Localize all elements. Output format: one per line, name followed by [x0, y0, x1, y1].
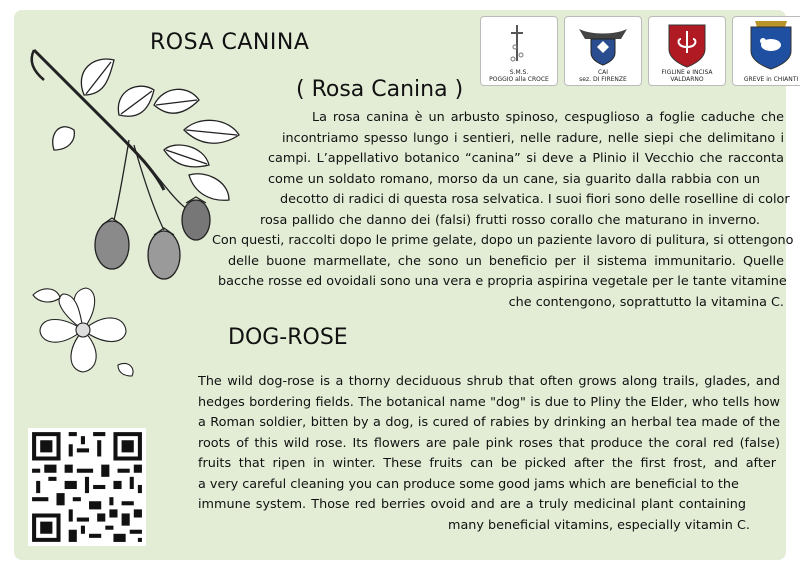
- ram-shield-icon: [733, 17, 800, 85]
- text-line: come un soldato romano, morso da un cane, sia guarito dalla rabbia con un: [268, 171, 760, 187]
- logo-caption: S.M.S. POGGIO alla CROCE: [489, 69, 549, 83]
- subtitle-italian: ( Rosa Canina ): [296, 77, 464, 102]
- text-line: rosa pallido che danno dei (falsi) frutti rosso corallo che maturano in inverno.: [260, 212, 760, 228]
- title-italian: ROSA CANINA: [150, 30, 310, 55]
- text-line: Con questi, raccolti dopo le prime gelate, dopo un paziente lavoro di pulitura, si ottengono: [212, 233, 794, 248]
- text-line: incontriamo spesso lungo i sentieri, nelle radure, nelle siepi che delimitano i: [282, 130, 784, 146]
- text-line: hedges bordering fields. The botanical name "dog" is due to Pliny the Elder, who tells how: [198, 394, 780, 410]
- logo-caption: GREVE in CHIANTI: [743, 76, 799, 83]
- logo-caption: CAI sez. DI FIRENZE: [579, 69, 627, 83]
- logo-cai-firenze[interactable]: [564, 16, 642, 86]
- qr-code[interactable]: [28, 428, 146, 546]
- text-line: campi. L’appellativo botanico “canina” si deve a Plinio il Vecchio che racconta: [268, 151, 784, 166]
- logo-caption: FIGLINE e INCISA VALDARNO: [661, 69, 713, 83]
- title-english: DOG-ROSE: [228, 325, 348, 350]
- text-line: many beneficial vitamins, especially vitamin C.: [448, 517, 750, 533]
- italian-description: [212, 108, 794, 313]
- text-line: fruits that ripen in winter. These fruits can be picked after the first frost, and after: [198, 456, 776, 471]
- text-line: a Roman soldier, bitten by a dog, is cured of rabies by drinking an herbal tea made of the: [198, 415, 780, 430]
- text-line: The wild dog-rose is a thorny deciduous shrub that often grows along trails, glades, and: [198, 374, 780, 389]
- logo-greve-chianti[interactable]: [732, 16, 800, 86]
- text-line: che contengono, soprattutto la vitamina C.: [508, 294, 784, 310]
- text-line: immune system. Those red berries ovoid and are a truly medicinal plant containing: [198, 497, 746, 512]
- text-line: decotto di radici di questa rosa selvatica. I suoi fiori sono delle roselline di color: [280, 192, 790, 207]
- logo-figline-incisa[interactable]: [648, 16, 726, 86]
- logo-sms-poggio[interactable]: [480, 16, 558, 86]
- text-line: bacche rosse ed ovoidali sono una vera e propria aspirina vegetale per le tante vitamine: [218, 274, 787, 289]
- text-line: roots of this wild rose. Its flowers are pale pink roses that produce the coral red (false): [198, 435, 780, 451]
- rose-flower-illustration: [28, 280, 138, 380]
- text-line: delle buone marmellate, che sono un beneficio per il sistema immunitario. Quelle: [228, 253, 784, 269]
- text-line: La rosa canina è un arbusto spinoso, cespuglioso a foglie caduche che: [312, 110, 784, 125]
- sponsor-logos: [480, 16, 800, 86]
- text-line: a very careful cleaning you can produce some good jams which are beneficial to the: [198, 476, 739, 492]
- english-description: [198, 372, 780, 536]
